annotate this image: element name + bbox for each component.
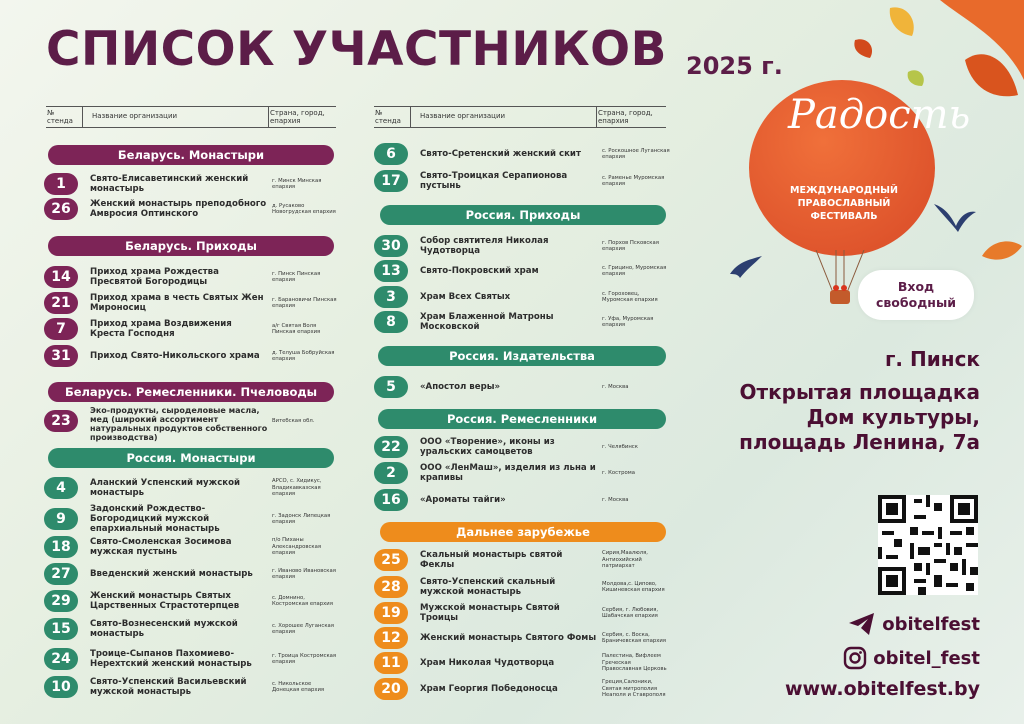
header-org: Название организации	[92, 112, 178, 120]
org-name: Скальный монастырь святой Феклы	[420, 550, 563, 570]
org-place: г. Уфа, Муромская епархия	[602, 315, 654, 328]
qr-code	[878, 495, 978, 595]
festival-logo-text: Радость	[788, 92, 971, 138]
autumn-leaves-decoration-2	[978, 236, 1024, 266]
instagram-icon	[843, 646, 867, 670]
org-place: с. Никольское Донецкая епархия	[272, 680, 325, 693]
org-name: Женский монастырь Святого Фомы	[420, 633, 597, 643]
org-name: «Ароматы тайги»	[420, 495, 506, 505]
page-title: СПИСОК УЧАСТНИКОВ	[46, 22, 667, 77]
section-russia-monasteries: Россия. Монастыри	[48, 448, 334, 468]
org-place: с. Раменье Муромская епархия	[602, 174, 665, 187]
org-place: г. Барановичи Пинская епархия	[272, 296, 337, 309]
stand-number: 5	[374, 376, 408, 398]
stand-number: 7	[44, 318, 78, 340]
year-label: 2025 г.	[686, 52, 783, 80]
header-stand: № стенда	[375, 109, 401, 125]
org-name: Приход храма Воздвижения Креста Господня	[90, 319, 232, 339]
org-name: Свято-Сретенский женский скит	[420, 149, 581, 159]
city-label: г. Пинск	[884, 347, 980, 371]
telegram-handle: obitelfest	[882, 613, 980, 635]
stand-number: 22	[374, 436, 408, 458]
org-name: Мужской монастырь Святой Троицы	[420, 603, 560, 623]
org-name: Храм Блаженной Матроны Московской	[420, 312, 554, 332]
org-name: Собор святителя Николая Чудотворца	[420, 236, 549, 256]
org-name: Женский монастырь Святых Царственных Страстотерпцев	[90, 591, 240, 611]
org-place: Сирия,Маалюля, Антиохийский патриархат	[602, 550, 648, 570]
stand-number: 11	[374, 652, 408, 674]
section-far-abroad: Дальнее зарубежье	[380, 522, 666, 542]
org-place: д. Русаково Новогрудская епархия	[272, 202, 336, 215]
stand-number: 3	[374, 286, 408, 308]
header-org: Название организации	[420, 112, 506, 120]
section-russia-parishes: Россия. Приходы	[380, 205, 666, 225]
org-name: Свято-Елисаветинский женский монастырь	[90, 174, 249, 194]
org-name: Свято-Смоленская Зосимова мужская пустынь	[90, 537, 232, 557]
org-name: Эко-продукты, сыроделовые масла, мед (широкий ассортимент натуральных продуктов собственного производства)	[90, 406, 268, 442]
stand-number: 31	[44, 345, 78, 367]
org-place: с. Роскошное Луганская епархия	[602, 147, 670, 160]
telegram-icon	[848, 612, 876, 636]
stand-number: 2	[374, 462, 408, 484]
org-place: г. Задонск Липецкая епархия	[272, 512, 331, 525]
instagram-link[interactable]	[843, 646, 980, 670]
stand-number: 16	[374, 489, 408, 511]
org-name: Троице-Сыпанов Пахомиево-Нерехтский женский монастырь	[90, 649, 252, 669]
org-place: Греция,Салоники, Святая митрополия Неаполя и Ставрополя	[602, 679, 666, 699]
section-russia-publishers: Россия. Издательства	[378, 346, 666, 366]
org-name: Свято-Троицкая Серапионова пустынь	[420, 171, 568, 191]
org-name: «Апостол веры»	[420, 382, 501, 392]
org-name: Введенский женский монастырь	[90, 569, 253, 579]
org-place: с. Домнино, Костромская епархия	[272, 594, 333, 607]
org-name: ООО «ЛенМаш», изделия из льна и крапивы	[420, 463, 596, 483]
stand-number: 28	[374, 576, 408, 598]
org-place: г. Москва	[602, 496, 629, 503]
section-belarus-monasteries: Беларусь. Монастыри	[48, 145, 334, 165]
org-place: с. Хорошее Луганская епархия	[272, 622, 334, 635]
org-name: Свято-Покровский храм	[420, 266, 539, 276]
org-name: Свято-Вознесенский мужской монастырь	[90, 619, 238, 639]
stand-number: 25	[374, 549, 408, 571]
org-name: Женский монастырь преподобного Амвросия Оптинского	[90, 199, 267, 219]
org-place: а/г Святая Воля Пинская епархия	[272, 322, 321, 335]
stand-number: 17	[374, 170, 408, 192]
org-place: с. Гороховец, Муромская епархия	[602, 290, 658, 303]
org-name: Аланский Успенский мужской монастырь	[90, 478, 241, 498]
org-place: п/о Пиханы Александровская епархия	[272, 537, 322, 557]
org-place: д. Телуша Бобруйская епархия	[272, 349, 335, 362]
org-place: АРСО, с. Хидикус, Владикавказская епархия	[272, 478, 322, 498]
section-belarus-crafts: Беларусь. Ремесленники. Пчеловоды	[48, 382, 334, 402]
stand-number: 9	[44, 508, 78, 530]
stand-number: 27	[44, 563, 78, 585]
venue-line-1: Открытая площадка	[739, 380, 980, 404]
venue-line-2: Дом культуры,	[806, 405, 980, 429]
org-name: Свято-Успенский Васильевский мужской монастырь	[90, 677, 247, 697]
stand-number: 26	[44, 198, 78, 220]
stand-number: 19	[374, 602, 408, 624]
org-place: г. Иваново Ивановская епархия	[272, 567, 336, 580]
org-place: г. Троица Костромская епархия	[272, 652, 337, 665]
org-place: с. Грицино, Муромская епархия	[602, 264, 667, 277]
org-place: г. Челябинск	[602, 443, 638, 450]
telegram-link[interactable]	[848, 612, 980, 636]
table-header	[46, 106, 336, 128]
org-place: Молдова,с. Ципово, Кишиневская епархия	[602, 580, 665, 593]
stand-number: 20	[374, 678, 408, 700]
stand-number: 13	[374, 260, 408, 282]
stand-number: 6	[374, 143, 408, 165]
org-place: г. Москва	[602, 383, 629, 390]
participants-column-2	[374, 106, 666, 128]
org-name: Приход храма в честь Святых Жен Мироносиц	[90, 293, 264, 313]
stand-number: 10	[44, 676, 78, 698]
stand-number: 23	[44, 410, 78, 432]
website-link[interactable]: www.obitelfest.by	[784, 678, 980, 700]
instagram-handle: obitel_fest	[873, 647, 980, 669]
org-place: г. Порхов Псковская епархия	[602, 239, 659, 252]
table-header	[374, 106, 666, 128]
stand-number: 8	[374, 311, 408, 333]
stand-number: 15	[44, 618, 78, 640]
bird-icon	[728, 252, 764, 280]
stand-number: 30	[374, 235, 408, 257]
stand-number: 14	[44, 266, 78, 288]
header-place: Страна, город, епархия	[270, 109, 325, 125]
org-name: Храм Георгия Победоносца	[420, 684, 558, 694]
stand-number: 12	[374, 627, 408, 649]
venue-line-3: площадь Ленина, 7а	[739, 430, 980, 454]
org-place: Сербия, г. Любовия, Шабачская епархия	[602, 606, 659, 619]
org-place: Сербия, с. Воска, Браничевская епархия	[602, 631, 666, 644]
org-place: Витебская обл.	[272, 417, 315, 424]
org-name: Свято-Успенский скальный мужской монастырь	[420, 577, 556, 597]
org-name: ООО «Творение», иконы из уральских самоцветов	[420, 437, 555, 457]
org-name: Приход Свято-Никольского храма	[90, 351, 260, 361]
header-stand: № стенда	[47, 109, 73, 125]
org-place: г. Пинск Пинская епархия	[272, 270, 321, 283]
org-place: г. Минск Минская епархия	[272, 177, 322, 190]
stand-number: 24	[44, 648, 78, 670]
header-place: Страна, город, епархия	[598, 109, 653, 125]
section-belarus-parishes: Беларусь. Приходы	[48, 236, 334, 256]
bird-icon	[930, 196, 978, 236]
org-name: Храм Всех Святых	[420, 292, 511, 302]
stand-number: 18	[44, 536, 78, 558]
org-place: Палестина, Вифлеем Греческая Православная Церковь	[602, 653, 667, 673]
participants-column-1	[46, 106, 336, 128]
stand-number: 21	[44, 292, 78, 314]
org-place: г. Кострома	[602, 469, 635, 476]
org-name: Задонский Рождество-Богородицкий мужской епархиальный монастырь	[90, 504, 220, 534]
org-name: Храм Николая Чудотворца	[420, 658, 555, 668]
stand-number: 29	[44, 590, 78, 612]
section-russia-crafts: Россия. Ремесленники	[378, 409, 666, 429]
org-name: Приход храма Рождества Пресвятой Богородицы	[90, 267, 219, 287]
stand-number: 4	[44, 477, 78, 499]
festival-subtitle: МЕЖДУНАРОДНЫЙ ПРАВОСЛАВНЫЙ ФЕСТИВАЛЬ	[790, 185, 898, 222]
free-entry-badge: Вход свободный	[858, 270, 974, 320]
stand-number: 1	[44, 173, 78, 195]
